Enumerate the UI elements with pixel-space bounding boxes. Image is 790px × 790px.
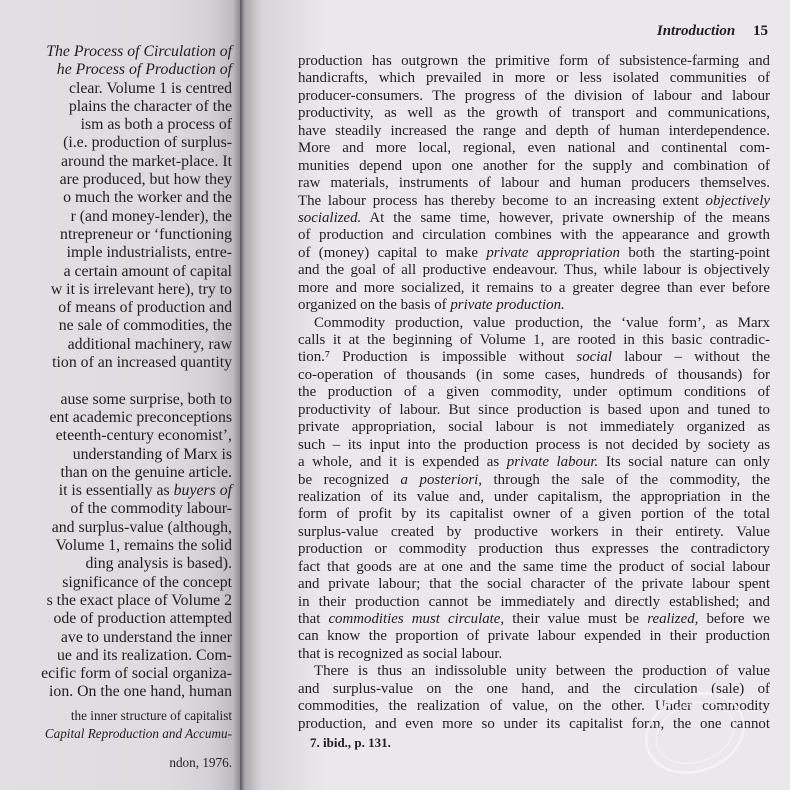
text-segment: understanding of Marx is (72, 445, 232, 463)
text-segment: production, and even more so under its capitalist form, the one cannot (298, 715, 770, 732)
line-content (314, 663, 770, 679)
text-line (298, 227, 770, 244)
text-segment: o much the worker and the (63, 189, 232, 207)
line-content (85, 555, 232, 572)
text-segment: organized on the basis of (298, 297, 451, 314)
line-content (69, 98, 232, 115)
line-content (298, 576, 770, 592)
text-line (0, 98, 232, 116)
text-line (298, 210, 770, 227)
text-line (0, 153, 232, 171)
text-line (0, 574, 232, 592)
line-content (67, 244, 232, 261)
text-line (0, 226, 232, 244)
line-content (55, 537, 232, 554)
text-line (0, 629, 232, 647)
text-line (298, 541, 770, 558)
text-segment: private appropriation, social labour is not immediately organized as (298, 419, 770, 436)
italic-text: social (576, 349, 612, 366)
text-segment: are produced, but how they (59, 171, 232, 189)
line-content (59, 482, 232, 499)
text-line (0, 43, 232, 61)
right-page (260, 0, 790, 790)
text-line (298, 663, 770, 680)
italic-text: realized, (647, 611, 699, 627)
line-content (68, 336, 232, 353)
text-segment: w it is irrelevant here), try to (50, 280, 232, 298)
text-segment: ode of production attempted (53, 610, 232, 628)
line-content (298, 210, 770, 226)
text-line (0, 336, 232, 354)
running-head (657, 23, 768, 40)
text-segment: and private labour; that the social character of the private labour spent (298, 576, 770, 593)
text-segment: labour – without the (612, 349, 770, 366)
line-content (81, 116, 232, 133)
text-segment: surplus-value created by productive workers in their entirety. Value (298, 523, 770, 540)
line-content (58, 299, 232, 316)
text-segment: The labour process has thereby become to an increasing extent (298, 192, 706, 209)
line-content (59, 317, 232, 334)
text-segment: the inner structure of capitalist (70, 708, 232, 723)
text-segment: realization of its value and, under capitalism, the appropriation in the (298, 488, 770, 505)
text-segment: in their production cannot be immediately and directly established; and (298, 593, 770, 610)
text-segment: form of profit by its capitalist owner of a given portion of the total (298, 506, 770, 523)
line-content (53, 610, 232, 627)
italic-text: buyers of (173, 482, 232, 500)
text-line (298, 559, 770, 576)
text-segment: a whole, and it is expended as (298, 454, 507, 471)
text-segment: a certain amount of capital (63, 262, 232, 280)
italic-text: commodities must circulate, (328, 611, 505, 627)
line-content (298, 472, 770, 488)
text-line (298, 576, 770, 593)
line-content (62, 574, 232, 591)
line-content (298, 384, 770, 400)
text-line (0, 317, 232, 335)
paragraph-gap (0, 742, 232, 754)
text-segment: before we (698, 611, 770, 627)
text-line (298, 280, 770, 297)
text-segment: have steadily increased the range and depth of human interdependence. (298, 122, 770, 139)
left-page-footnotes (0, 707, 232, 772)
text-segment: calls it at the beginning of Volume 1, are rooted in this basic contradic- (298, 332, 770, 348)
text-line (0, 244, 232, 262)
line-content (298, 332, 770, 348)
text-segment: productivity of labour. But since production is based upon and tuned to (298, 401, 770, 418)
text-line (298, 193, 770, 210)
left-page-body (0, 43, 232, 702)
text-segment: additional machinery, raw (67, 335, 232, 353)
page-number: 15 (753, 23, 768, 39)
line-content (46, 43, 232, 60)
text-segment: more and more socialized, it remains to a greater degree than ever before (298, 279, 770, 296)
text-segment: imple industrialists, entre- (66, 244, 232, 262)
line-content (45, 726, 232, 741)
text-segment: At the same time, however, private ownership of the means (361, 209, 770, 226)
text-segment: raw materials, instruments of labour and human producers themselves. (298, 175, 770, 192)
line-content (298, 628, 770, 644)
text-line (298, 611, 770, 628)
text-line (0, 707, 232, 725)
text-segment: commodities, the realization of value, on the other. Under commodity (298, 698, 770, 715)
line-content (71, 708, 232, 723)
text-line (298, 419, 770, 436)
text-line (298, 332, 770, 349)
footnote-tail-text: ndon, 1976. (169, 755, 232, 770)
italic-text: a posteriori, (400, 471, 482, 488)
text-segment: and the goal of all productive endeavour. Thus, while labour is objectively (298, 262, 770, 279)
text-segment: of the commodity labour- (70, 500, 232, 518)
text-line (298, 245, 770, 262)
line-content (298, 158, 770, 174)
text-line (0, 647, 232, 665)
line-content (298, 140, 770, 156)
line-content (69, 80, 232, 97)
line-content (298, 88, 770, 104)
line-content (50, 409, 232, 426)
text-segment: plains the character of the (68, 97, 232, 115)
text-segment: ent academic preconceptions (49, 408, 232, 426)
italic-text: private appropriation (486, 244, 620, 261)
text-line (0, 80, 232, 98)
text-line (0, 263, 232, 281)
text-segment: Its social nature can only (598, 454, 770, 471)
italic-text: socialized. (298, 209, 362, 226)
line-content (298, 193, 770, 209)
line-content (57, 61, 232, 78)
text-line (0, 592, 232, 610)
text-segment: it is essentially as (58, 482, 174, 500)
line-content (298, 262, 770, 278)
right-page-body (298, 53, 770, 733)
text-segment: through the sale of the commodity, the (481, 471, 770, 488)
line-content (57, 647, 232, 664)
text-line (298, 367, 770, 384)
line-content (298, 53, 770, 69)
line-content (60, 391, 232, 408)
text-segment: production or commodity production thus expresses the contradictory (298, 541, 770, 558)
line-content (41, 665, 232, 682)
italic-text: private labour. (506, 454, 599, 471)
line-content (298, 437, 770, 453)
text-segment: eteenth-century economist’, (55, 427, 232, 445)
text-segment: ecific form of social organiza- (41, 665, 232, 683)
text-line (298, 646, 770, 663)
text-segment: handicrafts, which prevailed in more or less isolated communities of (298, 70, 770, 87)
text-line (0, 134, 232, 152)
text-line (0, 116, 232, 134)
text-line (0, 446, 232, 464)
line-content (298, 419, 770, 435)
line-content (298, 175, 770, 191)
line-content (49, 683, 232, 700)
line-content (298, 541, 770, 557)
text-segment: be recognized (298, 471, 401, 488)
text-segment: and surplus-value on the one hand, and the circulation (sale) of (298, 680, 770, 697)
line-content (298, 594, 770, 610)
text-segment: ause some surprise, both to (60, 390, 232, 408)
watermark-stamp-icon (640, 688, 750, 778)
line-content (52, 354, 232, 371)
text-segment: ion. On the one hand, human (49, 683, 232, 701)
text-segment: significance of the concept (62, 573, 232, 591)
chapter-title: Introduction (656, 23, 736, 39)
text-line (0, 500, 232, 518)
line-content (64, 263, 232, 280)
line-content (298, 559, 770, 575)
line-content (70, 500, 232, 517)
text-segment: of (money) capital to make (298, 244, 487, 261)
text-segment: ne sale of commodities, the (58, 317, 232, 335)
text-line (298, 158, 770, 175)
line-content (298, 646, 502, 662)
text-segment: More and more local, regional, even national and continental com- (298, 140, 770, 157)
line-content (298, 489, 770, 505)
text-segment: There is thus an indissoluble unity between the production of value (314, 663, 770, 680)
text-segment: productivity, as well as the growth of transport and communications, (298, 105, 770, 122)
line-content (298, 367, 770, 383)
text-line (298, 123, 770, 140)
footnote-tail (0, 754, 232, 772)
text-segment: clear. Volume 1 is centred (68, 79, 232, 97)
text-line (298, 524, 770, 541)
line-content (314, 315, 770, 331)
text-line (298, 262, 770, 279)
text-line (0, 464, 232, 482)
italic-text: he Process of Production of (56, 61, 232, 79)
paragraph-gap (0, 372, 232, 390)
left-page (0, 0, 240, 790)
italic-text: Capital Reproduction and Accumu- (44, 725, 232, 741)
text-line (0, 391, 232, 409)
text-line (298, 402, 770, 419)
line-content (298, 349, 770, 365)
text-segment: munities depend upon one another for the supply and combination of (298, 157, 770, 174)
line-content (298, 123, 770, 139)
text-line (298, 297, 770, 314)
text-line (298, 175, 770, 192)
text-segment: of production and circulation combines with the appearance and growth (298, 227, 770, 244)
text-line (298, 489, 770, 506)
text-line (0, 665, 232, 683)
text-line (0, 354, 232, 372)
line-content (47, 592, 232, 609)
text-segment: such – its input into the production process is not decided by society as (298, 436, 770, 453)
line-content (298, 524, 770, 540)
line-content (63, 134, 232, 151)
line-content (298, 105, 770, 121)
footnote: 7. ibid., p. 131. (310, 735, 391, 750)
text-line (0, 519, 232, 537)
italic-text: The Process of Circulation of (46, 43, 232, 60)
line-content (56, 427, 232, 444)
text-line (298, 472, 770, 489)
text-segment: ism as both a process of (80, 116, 232, 134)
text-line (0, 537, 232, 555)
line-content (298, 611, 770, 627)
text-line (0, 427, 232, 445)
text-segment: their value must be (504, 611, 648, 627)
line-content (63, 189, 232, 206)
text-segment: of means of production and (58, 299, 232, 317)
line-content (61, 153, 232, 170)
line-content (298, 280, 770, 296)
text-line (0, 482, 232, 500)
line-content (298, 70, 770, 86)
text-segment: ue and its realization. Com- (56, 646, 232, 664)
line-content (71, 208, 232, 225)
text-segment: r (and money-lender), the (70, 207, 232, 225)
line-content (298, 402, 770, 418)
text-segment: (i.e. production of surplus- (63, 134, 232, 152)
text-segment: Commodity production, value production, the ‘value form’, as Marx (314, 314, 770, 331)
text-segment: both the starting-point (619, 244, 770, 261)
text-line (0, 299, 232, 317)
text-segment: tion.⁷ Production is impossible without (298, 349, 577, 366)
line-content (60, 171, 232, 188)
text-segment: around the market-place. It (60, 152, 232, 170)
text-line (0, 171, 232, 189)
text-segment: ding analysis is based). (85, 555, 232, 573)
text-line (0, 725, 232, 743)
line-content (298, 227, 770, 243)
text-line (0, 555, 232, 573)
text-line (0, 409, 232, 427)
text-line (298, 140, 770, 157)
text-segment: than on the genuine article. (60, 463, 232, 481)
text-line (298, 53, 770, 70)
text-segment: and surplus-value (although, (51, 518, 232, 536)
line-content (52, 519, 232, 536)
text-line (0, 208, 232, 226)
text-line (298, 88, 770, 105)
text-line (298, 70, 770, 87)
text-line (298, 105, 770, 122)
text-segment: co-operation of thousands (in some cases, hundreds of thousands) for (298, 366, 770, 383)
text-line (0, 683, 232, 701)
line-content (60, 226, 232, 243)
line-content (51, 281, 232, 298)
line-content (73, 446, 232, 463)
text-line (298, 628, 770, 645)
text-line (0, 281, 232, 299)
text-segment: tion of an increased quantity (52, 354, 232, 372)
text-line (298, 315, 770, 332)
text-segment: the production of a given commodity, under optimum conditions of (298, 384, 770, 401)
line-content (298, 454, 770, 470)
text-segment: s the exact place of Volume 2 (46, 591, 232, 609)
text-segment: ntrepreneur or ‘functioning (60, 225, 232, 243)
text-segment: can know the proportion of private labour expended in their production (298, 628, 770, 645)
text-line (0, 610, 232, 628)
text-segment: fact that goods are at one and the same time the product of social labour (298, 558, 770, 575)
text-segment: producer-consumers. The progress of the division of labour and labour (298, 87, 770, 104)
line-content (61, 629, 232, 646)
text-segment: Volume 1, remains the solid (55, 537, 232, 555)
text-line (298, 454, 770, 471)
text-line (298, 349, 770, 366)
text-line (0, 61, 232, 79)
text-segment: ave to understand the inner (60, 628, 232, 646)
italic-text: private production. (450, 297, 565, 314)
text-line (298, 594, 770, 611)
text-segment: that is recognized as social labour. (298, 645, 503, 662)
line-content (298, 506, 770, 522)
text-line (0, 189, 232, 207)
text-segment: that (298, 611, 329, 627)
text-segment: production has outgrown the primitive form of subsistence-farming and (298, 53, 770, 69)
line-content (298, 297, 565, 313)
line-content (60, 464, 232, 481)
text-line (298, 437, 770, 454)
line-content (298, 245, 770, 261)
text-line (298, 506, 770, 523)
text-line (298, 384, 770, 401)
italic-text: objectively (705, 192, 770, 209)
